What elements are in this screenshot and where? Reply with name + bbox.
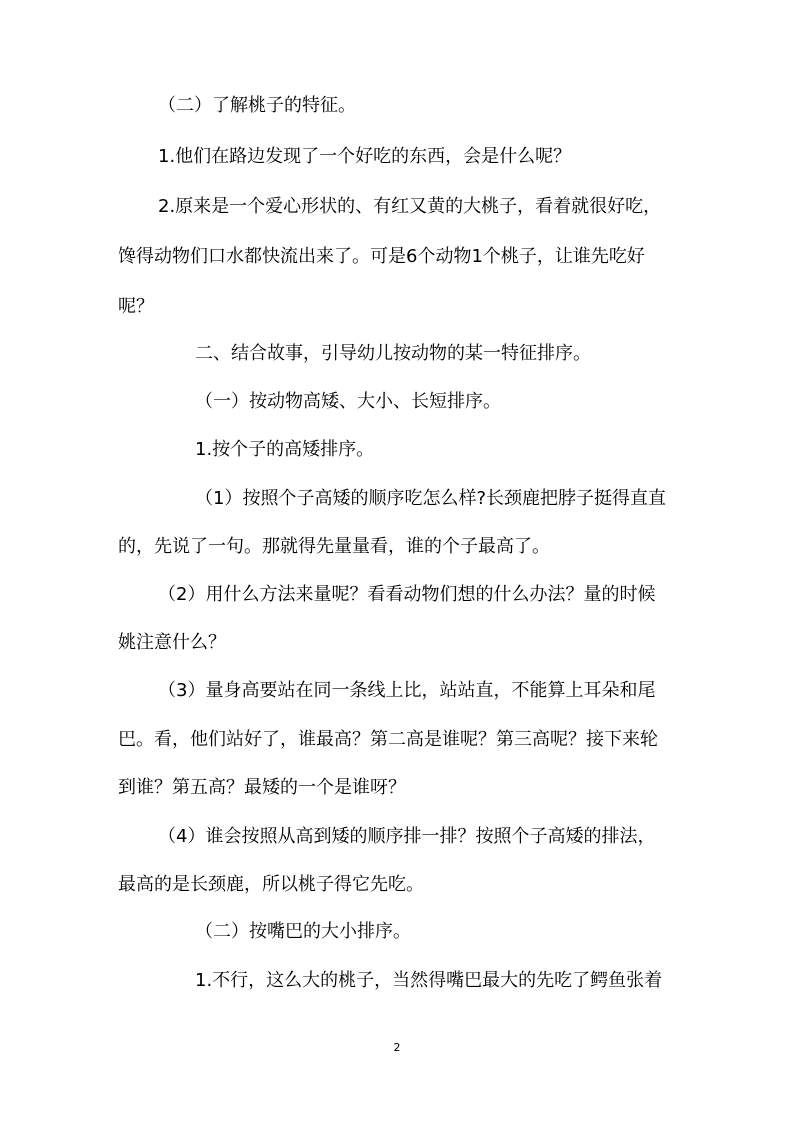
paragraph-line: 1.不行，这么大的桃子，当然得嘴巴最大的先吃了鳄鱼张着 <box>195 970 663 991</box>
subheading-sort-by-mouth: （二）按嘴巴的大小排序。 <box>195 921 411 942</box>
paragraph-line: （3）量身高要站在同一条线上比，站站直，不能算上耳朵和尾 <box>158 680 656 701</box>
page-number: 2 <box>393 1041 401 1054</box>
subheading-sort-by-features: （一）按动物高矮、大小、长短排序。 <box>195 391 501 412</box>
paragraph-line: 到谁？第五高？最矮的一个是谁呀？ <box>118 777 406 798</box>
paragraph-line: 姚注意什么？ <box>118 632 226 653</box>
subheading-understand-peach: （二）了解桃子的特征。 <box>158 95 356 116</box>
paragraph-line: 呢？ <box>118 296 154 317</box>
paragraph-line: 1.按个子的高矮排序。 <box>195 439 375 460</box>
paragraph-line: 2.原来是一个爱心形状的、有红又黄的大桃子，看着就很好吃， <box>158 196 662 217</box>
paragraph-line: 巴。看，他们站好了，谁最高？第二高是谁呢？第三高呢？接下来轮 <box>118 729 658 750</box>
paragraph-line: （4）谁会按照从高到矮的顺序排一排？按照个子高矮的排法， <box>158 826 656 847</box>
paragraph-line: 1.他们在路边发现了一个好吃的东西，会是什么呢？ <box>158 146 572 167</box>
paragraph-line: （2）用什么方法来量呢？看看动物们想的什么办法？量的时候 <box>158 584 656 605</box>
section-heading: 二、结合故事，引导幼儿按动物的某一特征排序。 <box>195 343 591 364</box>
paragraph-line: （1）按照个子高矮的顺序吃怎么样?长颈鹿把脖子挺得直直 <box>195 488 667 509</box>
paragraph-line: 的，先说了一句。那就得先量量看，谁的个子最高了。 <box>118 536 550 557</box>
paragraph-line: 馋得动物们口水都快流出来了。可是6个动物1个桃子，让谁先吃好 <box>118 246 645 267</box>
paragraph-line: 最高的是长颈鹿，所以桃子得它先吃。 <box>118 874 424 895</box>
